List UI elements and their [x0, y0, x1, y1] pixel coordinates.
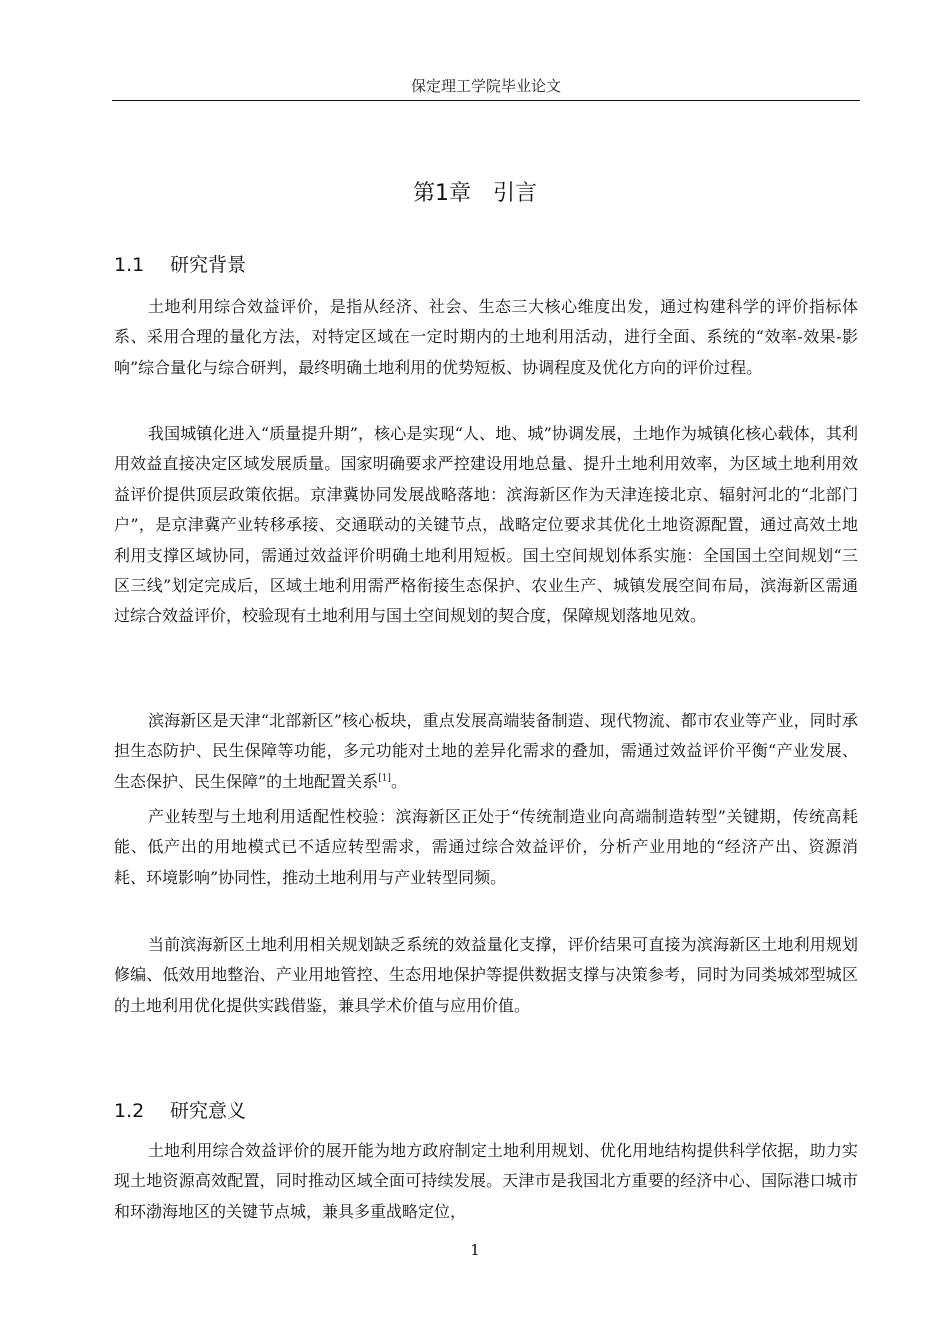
paragraph: 土地利用综合效益评价的展开能为地方政府制定土地利用规划、优化用地结构提供科学依据，助力实现土地资源高效配置，同时推动区域全面可持续发展。天津市是我国北方重要的经济中心、国际港口城市和环渤海地区的关键节点城，兼具多重战略定位， — [114, 1141, 858, 1221]
paragraph-with-citation — [114, 706, 858, 797]
section-title: 研究意义 — [170, 1100, 247, 1122]
paragraph-text: 滨海新区是天津“北部新区”核心板块，重点发展高端装备制造、现代物流、都市农业等产业，同时承担生态防护、民生保障等功能，多元功能对土地的差异化需求的叠加，需通过效益评价平衡“产业发展、生态保护、民生保障”的土地配置关系 — [114, 711, 858, 791]
chapter-title: 引言 — [492, 181, 537, 206]
chapter-number: 第1章 — [412, 181, 471, 206]
section-title: 研究背景 — [170, 254, 247, 276]
paragraph: 产业转型与土地利用适配性校验：滨海新区正处于“传统制造业向高端制造转型”关键期，传统高耗能、低产出的用地模式已不适应转型需求，需通过综合效益评价，分析产业用地的“经济产出、资源消耗、环境影响”协同性，推动土地利用与产业转型同频。 — [114, 807, 858, 887]
header-divider — [112, 100, 860, 101]
section-heading-1-2 — [114, 1096, 246, 1126]
page-number: 1 — [470, 1241, 480, 1259]
section-heading-1-1 — [114, 250, 246, 280]
paragraph: 我国城镇化进入“质量提升期”，核心是实现“人、地、城”协调发展，土地作为城镇化核心载体，其利用效益直接决定区域发展质量。国家明确要求严控建设用地总量、提升土地利用效率，为区域土地利用效益评价提供顶层政策依据。京津冀协同发展战略落地：滨海新区作为天津连接北京、辐射河北的“北部门户”，是京津冀产业转移承接、交通联动的关键节点，战略定位要求其优化土地资源配置，通过高效土地利用支撑区域协同，需通过效益评价明确土地利用短板。国土空间规划体系实施：全国国土空间规划“三区三线”划定完成后，区域土地利用需严格衔接生态保护、农业生产、城镇发展空间布局，滨海新区需通过综合效益评价，校验现有土地利用与国土空间规划的契合度，保障规划落地见效。 — [114, 424, 858, 626]
chapter-heading — [0, 176, 950, 212]
section-number: 1.1 — [114, 254, 145, 276]
paragraph: 当前滨海新区土地利用相关规划缺乏系统的效益量化支撑，评价结果可直接为滨海新区土地利用规划修编、低效用地整治、产业用地管控、生态用地保护等提供数据支撑与决策参考，同时为同类城郊型城区的土地利用优化提供实践借鉴，兼具学术价值与应用价值。 — [114, 935, 858, 1015]
section-number: 1.2 — [114, 1100, 145, 1122]
paragraph-end: 。 — [390, 771, 407, 791]
citation-ref[interactable]: [1] — [378, 773, 391, 784]
page-header-title: 保定理工学院毕业论文 — [410, 77, 561, 95]
paragraph: 土地利用综合效益评价，是指从经济、社会、生态三大核心维度出发，通过构建科学的评价指标体系、采用合理的量化方法，对特定区域在一定时期内的土地利用活动，进行全面、系统的“效率-效果-影响”综合量化与综合研判，最终明确土地利用的优势短板、协调程度及优化方向的评价过程。 — [114, 297, 858, 377]
